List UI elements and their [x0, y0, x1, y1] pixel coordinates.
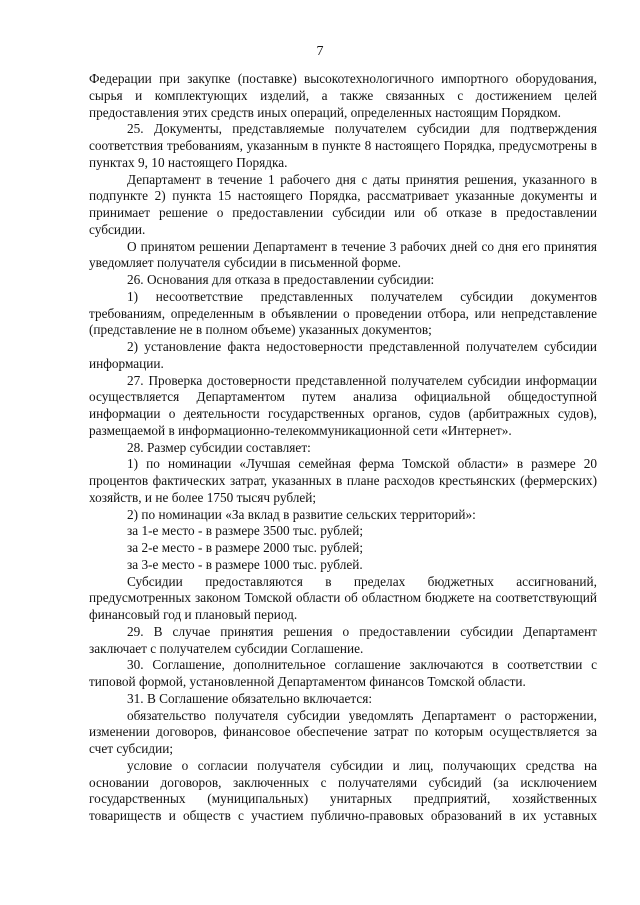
- paragraph-review: Департамент в течение 1 рабочего дня с даты принятия решения, указанного в подпункте 2) пункта 15 настоящего Порядка, рассматривает указанные документы и принимает решение о предоставлении субсидии или об отказе в предоставлении субсидии.: [89, 171, 597, 237]
- paragraph-clause-26-item-1: 1) несоответствие представленных получателем субсидии документов требованиям, определенным в объявлении о проведении отбора, или непредставление (представление не в полном объеме) указанных документов;: [89, 288, 597, 338]
- paragraph-clause-28: 28. Размер субсидии составляет:: [127, 439, 311, 455]
- paragraph-clause-31-consent: условие о согласии получателя субсидии и лиц, получающих средства на основании договоров, заключенных с получателями субсидий (за исключением государственных (муниципальных) унитарных предприятий, хозяйственных товариществ и обществ с участием публично-правовых образований в их уставных: [89, 757, 597, 823]
- paragraph-clause-26: 26. Основания для отказа в предоставлении субсидии:: [127, 272, 435, 287]
- document-body: [89, 71, 597, 825]
- paragraph-clause-30: 30. Соглашение, дополнительное соглашение заключаются в соответствии с типовой формой, установленной Департаментом финансов Томской области.: [89, 657, 597, 689]
- paragraph-clause-25: 25. Документы, представляемые получателем субсидии для подтверждения соответствия требованиям, указанным в пункте 8 настоящего Порядка, предусмотрены в пунктах 9, 10 настоящего Порядка.: [89, 121, 597, 170]
- paragraph-clause-26-item-2: 2) установление факта недостоверности представленной получателем субсидии информации.: [89, 339, 597, 371]
- paragraph-place-2: за 2-е место - в размере 2000 тыс. рублей;: [127, 540, 364, 555]
- paragraph-clause-27: 27. Проверка достоверности представленной получателем субсидии информации осуществляется Департаментом путем анализа официальной общедоступной информации о деятельности государственных органов, судов (арбитражных судов), размещаемой в информационно-телекоммуникационной сети «Интернет».: [89, 372, 597, 438]
- paragraph-notification: О принятом решении Департамент в течение 3 рабочих дней со дня его принятия уведомляет получателя субсидии в письменной форме.: [89, 238, 597, 271]
- paragraph-clause-31: 31. В Соглашение обязательно включается:: [127, 690, 373, 706]
- paragraph-clause-31-obligation: обязательство получателя субсидии уведомлять Департамент о расторжении, изменении договоров, финансовое обеспечение затрат по которым осуществляется за счет субсидии;: [89, 707, 597, 756]
- paragraph-clause-28-item-2: 2) по номинации «За вклад в развитие сельских территорий»:: [127, 506, 476, 522]
- paragraph-place-3: за 3-е место - в размере 1000 тыс. рублей.: [127, 556, 363, 572]
- paragraph-clause-29: 29. В случае принятия решения о предоставлении субсидии Департамент заключает с получателем субсидии Соглашение.: [89, 623, 597, 656]
- paragraph-place-1: за 1-е место - в размере 3500 тыс. рублей;: [127, 523, 364, 539]
- paragraph-budget-limits: Субсидии предоставляются в пределах бюджетных ассигнований, предусмотренных законом Томской области об областном бюджете на соответствующий финансовый год и плановый период.: [89, 573, 597, 622]
- page-number: 7: [316, 44, 324, 59]
- paragraph-clause-28-item-1: 1) по номинации «Лучшая семейная ферма Томской области» в размере 20 процентов фактических затрат, указанных в плане расходов крестьянских (фермерских) хозяйств, и не более 1750 тысяч рублей;: [89, 456, 597, 505]
- paragraph-continuation: Федерации при закупке (поставке) высокотехнологичного импортного оборудования, сырья и комплектующих изделий, а также связанных с достижением целей предоставления этих средств иных операций, определенных настоящим Порядком.: [89, 71, 597, 120]
